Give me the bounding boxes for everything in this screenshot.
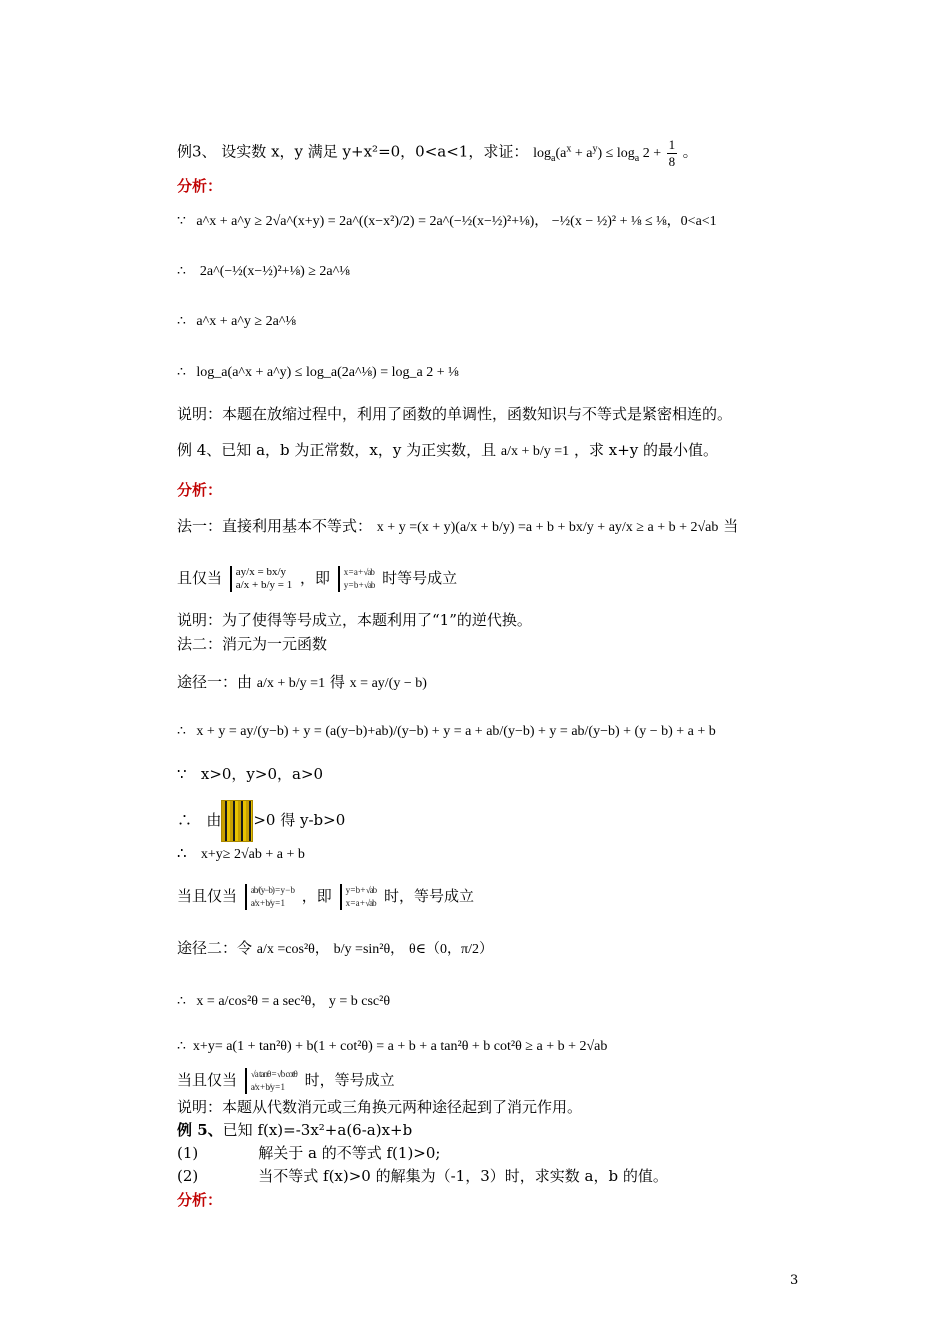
page-number: 3 [790,1273,799,1288]
ex4-method-2-label: 法二：消元为一元函数 [177,635,328,653]
analysis-label-ex4: 分析： [177,481,223,499]
ex4-path-2-line-2: ∴ x+y= a(1 + tan²θ) + b(1 + cot²θ) = a + b + a tan²θ + b cot²θ ≥ a + b + 2√ab [177,1039,608,1054]
ex5-heading: 例 5、已知 f(x)=-3x²+a(6-a)x+b [177,1121,413,1139]
fraction-one-eighth: $\frac{1}{8}$ [668,137,676,169]
system-brace: ay/x = bx/y a/x + b/y = 1 [230,566,292,592]
ex3-line-4: ∴ log_a(a^x + a^y) ≤ log_a(2a^⅛) = log_a 2 + ⅛ [177,365,459,380]
ex3-claim: $\log_a(a^x + a^y) \le \log_a 2$ + $\frac{1}{8}$ [533,137,676,169]
ex4-path-2: 途径二：令 a/x =cos²θ， b/y =sin²θ， θ∈（0，π/2） [177,939,493,957]
ex4-path-2-equality: 当且仅当 √a tanθ = √b cotθ a/x + b/y = 1 时，等号成立 [177,1069,395,1092]
analysis-label-ex3: 分析： [177,177,223,195]
analysis-label-ex5: 分析： [177,1191,223,1209]
ex4-method-1: 法一：直接利用基本不等式： x + y =(x + y)(a/x + b/y) =a + b + bx/y + ay/x ≥ a + b + 2√ab 当 [177,517,739,535]
ex4-path-1-line-4: ∴ x+y≥ 2√ab + a + b [177,844,305,862]
ex3-heading: 例3、 设实数 x，y 满足 y+x²=0，0<a<1，求证： $\log_a(a^x + a^y) \le \log_a 2$ + $\frac{1}{8}$ 。 [177,137,698,169]
ex4-path-1-equality: 当且仅当 ab/(y−b) = y − b a/x + b/y = 1 ，即 y = b + √ab x = a + √ab 时，等号成立 [177,885,474,908]
ex4-path-1: 途径一：由 a/x + b/y =1 得 x = ay/(y − b) [177,673,427,691]
ex4-path-1-line-3: ∴ 由 >0 得 y-b>0 [177,800,345,842]
ex3-line-3: ∴ a^x + a^y ≥ 2a^⅛ [177,314,296,329]
ex4-method-1-note: 说明：为了使得等号成立，本题利用了“1”的逆代换。 [177,611,532,629]
ex4-path-1-line-1: ∴ x + y = ay/(y−b) + y = (a(y−b)+ab)/(y−b) + y = a + ab/(y−b) + y = ab/(y−b) + (y − b) + a + b [177,724,716,739]
ex5-question-2: (2) 当不等式 f(x)>0 的解集为（-1，3）时，求实数 a，b 的值。 [177,1167,668,1185]
system-brace: √a tanθ = √b cotθ a/x + b/y = 1 [245,1068,297,1094]
ex4-heading: 例 4、已知 a，b 为正常数，x，y 为正实数，且 a/x + b/y =1 ，求 x+y 的最小值。 [177,441,719,459]
ex4-path-1-line-2: ∵ x>0，y>0，a>0 [177,765,324,783]
solution-brace: x = a + √ab y = b + √ab [338,566,375,592]
solution-brace: y = b + √ab x = a + √ab [340,884,377,910]
ex4-path-2-line-1: ∴ x = a/cos²θ = a sec²θ， y = b csc²θ [177,994,391,1009]
ex4-note: 说明：本题从代数消元或三角换元两种途径起到了消元作用。 [177,1098,583,1116]
ex4-method-1-equality: 且仅当 ay/x = bx/y a/x + b/y = 1 ，即 x = a + √ab y = b + √ab 时等号成立 [177,566,458,591]
system-brace: ab/(y−b) = y − b a/x + b/y = 1 [245,884,294,910]
ex3-line-2: ∴ 2a^(−½(x−½)²+⅛) ≥ 2a^⅛ [177,264,350,279]
ex5-question-1: (1) 解关于 a 的不等式 f(1)>0; [177,1144,441,1162]
embedded-formula-image [221,800,253,842]
ex3-note: 说明：本题在放缩过程中，利用了函数的单调性，函数知识与不等式是紧密相连的。 [177,405,733,423]
ex3-line-1: ∵ a^x + a^y ≥ 2√a^(x+y) = 2a^((x−x²)/2) = 2a^(−½(x−½)²+⅛)， −½(x − ½)² + ⅛ ≤ ⅛，0<a<1 [177,214,717,229]
